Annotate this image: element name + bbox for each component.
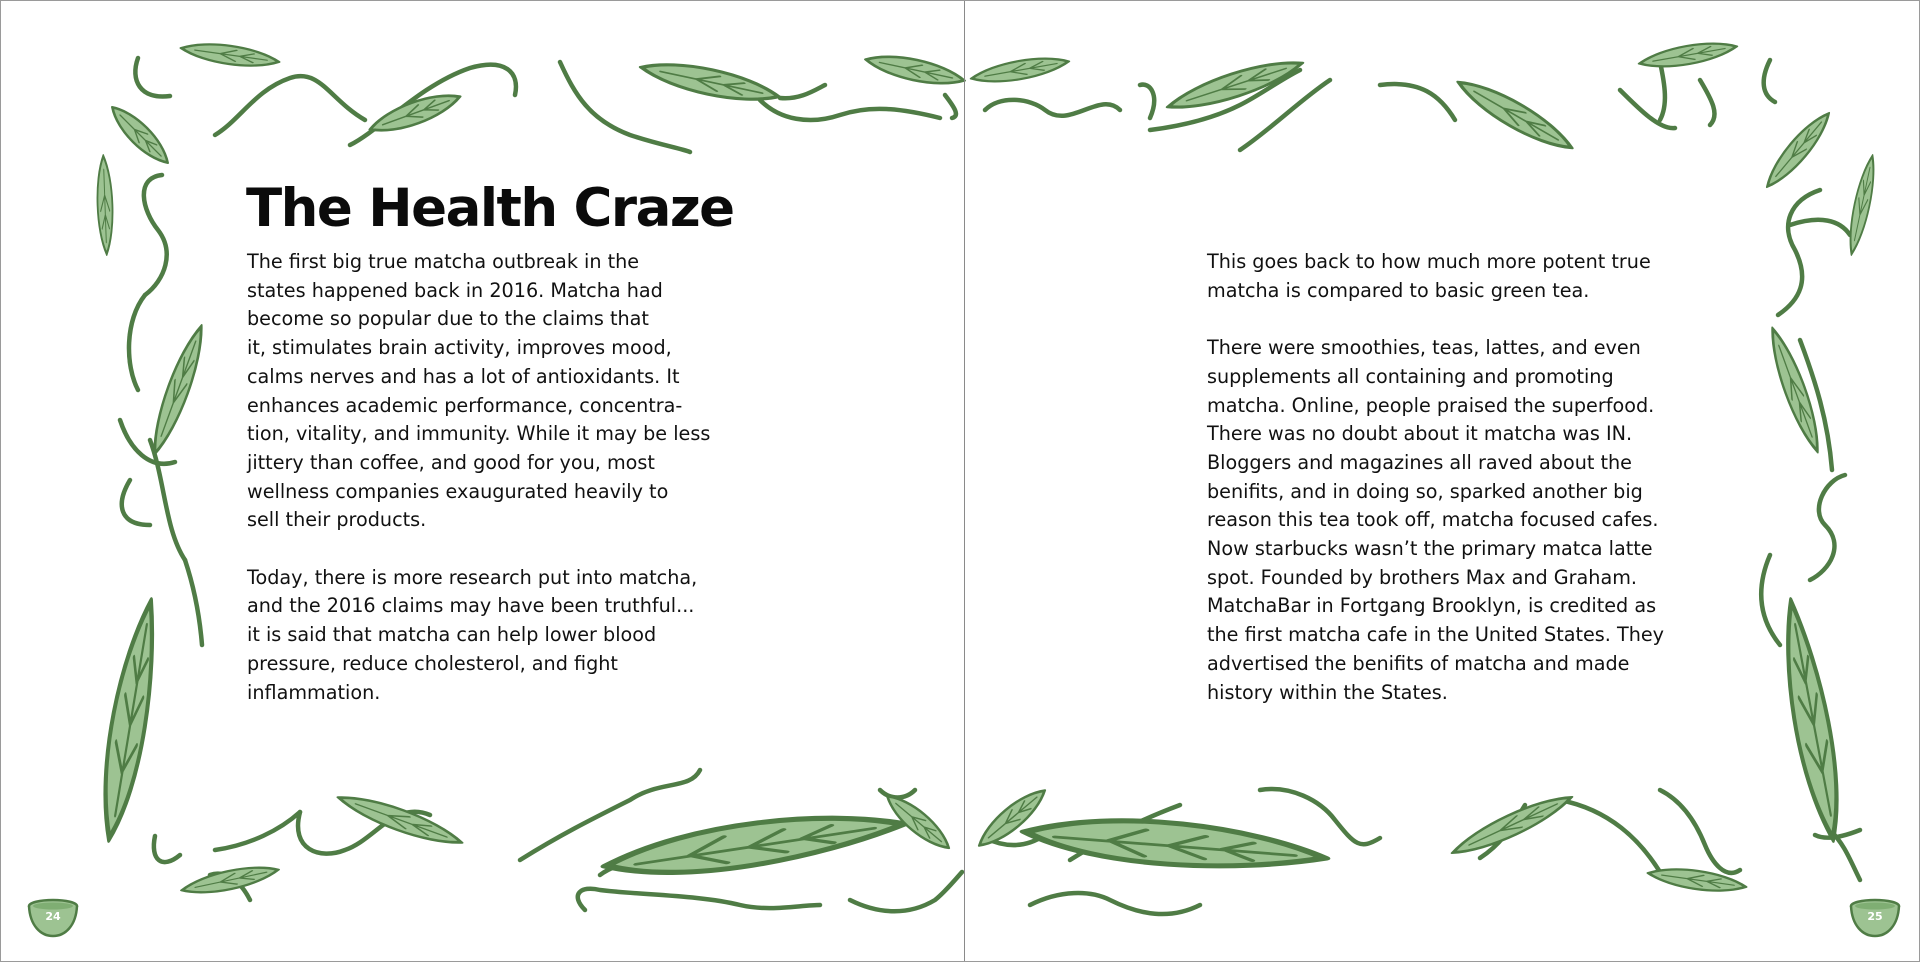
page-number-text: 24 (45, 910, 61, 923)
page-number-left (26, 898, 80, 940)
text-line: benifits, and in doing so, sparked another big (1207, 479, 1643, 503)
text-line: inflammation. (247, 680, 381, 704)
text-line: advertised the benifits of matcha and made (1207, 651, 1630, 675)
paragraph-gap (247, 535, 710, 564)
text-line: reason this tea took off, matcha focused cafes. (1207, 508, 1659, 532)
text-line: matcha. Online, people praised the superfood. (1207, 393, 1655, 417)
text-line: The first big true matcha outbreak in the (247, 250, 640, 273)
right-body-text (1207, 248, 1664, 707)
left-body-text (247, 248, 710, 707)
paragraph-gap (1207, 305, 1664, 334)
text-line: There were smoothies, teas, lattes, and even (1207, 336, 1641, 360)
text-line: There was no doubt about it matcha was IN. (1207, 422, 1633, 446)
text-line: the first matcha cafe in the United States. They (1207, 623, 1665, 647)
text-line: it, stimulates brain activity, improves mood, (247, 336, 672, 360)
text-line: history within the States. (1207, 680, 1448, 704)
text-line: enhances academic performance, concentra- (247, 393, 683, 417)
page-number-right (1848, 898, 1902, 940)
text-line: and the 2016 claims may have been truthful... (247, 594, 695, 618)
text-line: This goes back to how much more potent true (1207, 250, 1651, 273)
text-line: matcha is compared to basic green tea. (1207, 278, 1590, 302)
text-line: Today, there is more research put into matcha, (247, 565, 698, 589)
text-line: supplements all containing and promoting (1207, 364, 1614, 388)
text-line: it is said that matcha can help lower blood (247, 623, 657, 647)
page-title: The Health Craze (246, 178, 734, 239)
text-line: calms nerves and has a lot of antioxidants. It (247, 364, 680, 388)
text-line: spot. Founded by brothers Max and Graham. (1207, 565, 1637, 589)
text-line: jittery than coffee, and good for you, most (247, 450, 655, 474)
text-line: states happened back in 2016. Matcha had (247, 278, 663, 302)
text-line: pressure, reduce cholesterol, and fight (247, 651, 618, 675)
text-line: wellness companies exaugurated heavily to (247, 479, 669, 503)
text-line: MatchaBar in Fortgang Brooklyn, is credited as (1207, 594, 1657, 618)
text-line: Bloggers and magazines all raved about the (1207, 450, 1632, 474)
text-line: tion, vitality, and immunity. While it may be less (247, 422, 711, 446)
text-line: sell their products. (247, 508, 427, 532)
page-number-text: 25 (1867, 910, 1883, 923)
text-line: Now starbucks wasn’t the primary matca latte (1207, 537, 1653, 561)
text-line: become so popular due to the claims that (247, 307, 649, 331)
spine-gutter (964, 0, 965, 962)
